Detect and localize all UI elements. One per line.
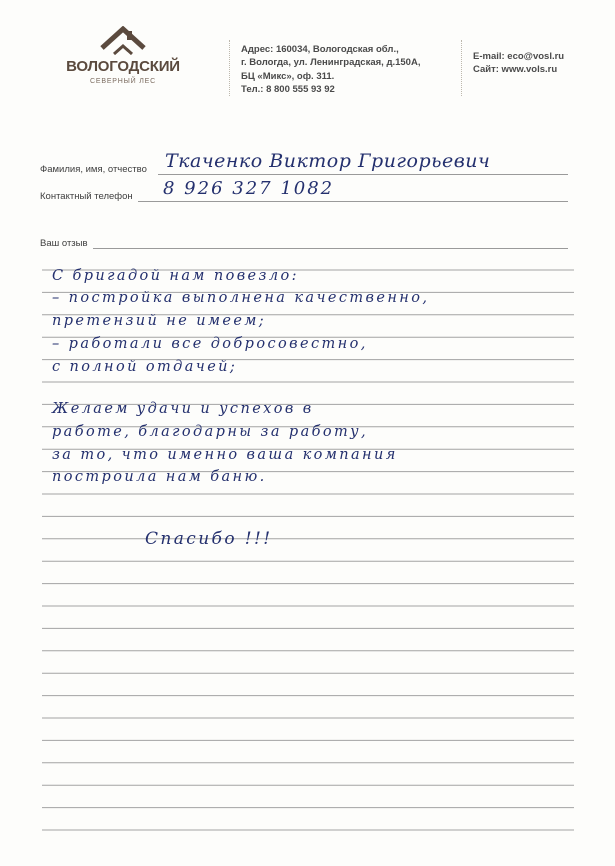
name-field-value: Ткаченко Виктор Григорьевич xyxy=(165,150,491,172)
phone-field-label: Контактный телефон xyxy=(40,191,133,202)
address-line: Адрес: 160034, Вологодская обл., xyxy=(241,44,399,55)
website-text: Сайт: www.vols.ru xyxy=(473,64,558,76)
review-text-line: С бригадой нам повезло: xyxy=(52,268,299,284)
review-text-line: – работали все добросовестно, xyxy=(52,336,368,352)
brand-subtitle: СЕВЕРНЫЙ ЛЕС xyxy=(90,78,156,85)
review-text-line: за то, что именно ваша компания xyxy=(52,447,398,463)
review-text-line: работе, благодарны за работу, xyxy=(52,424,368,440)
phone-line: Тел.: 8 800 555 93 92 xyxy=(241,84,335,96)
phone-field-value: 8 926 327 1082 xyxy=(163,178,335,199)
review-text-line: построила нам баню. xyxy=(52,469,267,485)
review-text-line: Желаем удачи и успехов в xyxy=(52,401,314,417)
review-field-label: Ваш отзыв xyxy=(40,238,88,249)
name-field-label: Фамилия, имя, отчество xyxy=(40,164,147,175)
review-thanks: Спасибо !!! xyxy=(145,529,273,549)
address-line: г. Вологда, ул. Ленинградская, д.150А, xyxy=(241,57,421,69)
review-text-line: – постройка выполнена качественно, xyxy=(52,290,430,306)
review-text-line: претензий не имеем; xyxy=(52,313,267,329)
brand-name: ВОЛОГОДСКИЙ xyxy=(66,58,180,75)
email-text: E-mail: eco@vosl.ru xyxy=(473,51,565,62)
address-line: БЦ «Микс», оф. 311. xyxy=(241,70,335,82)
review-text-line: с полной отдачей; xyxy=(52,359,238,375)
